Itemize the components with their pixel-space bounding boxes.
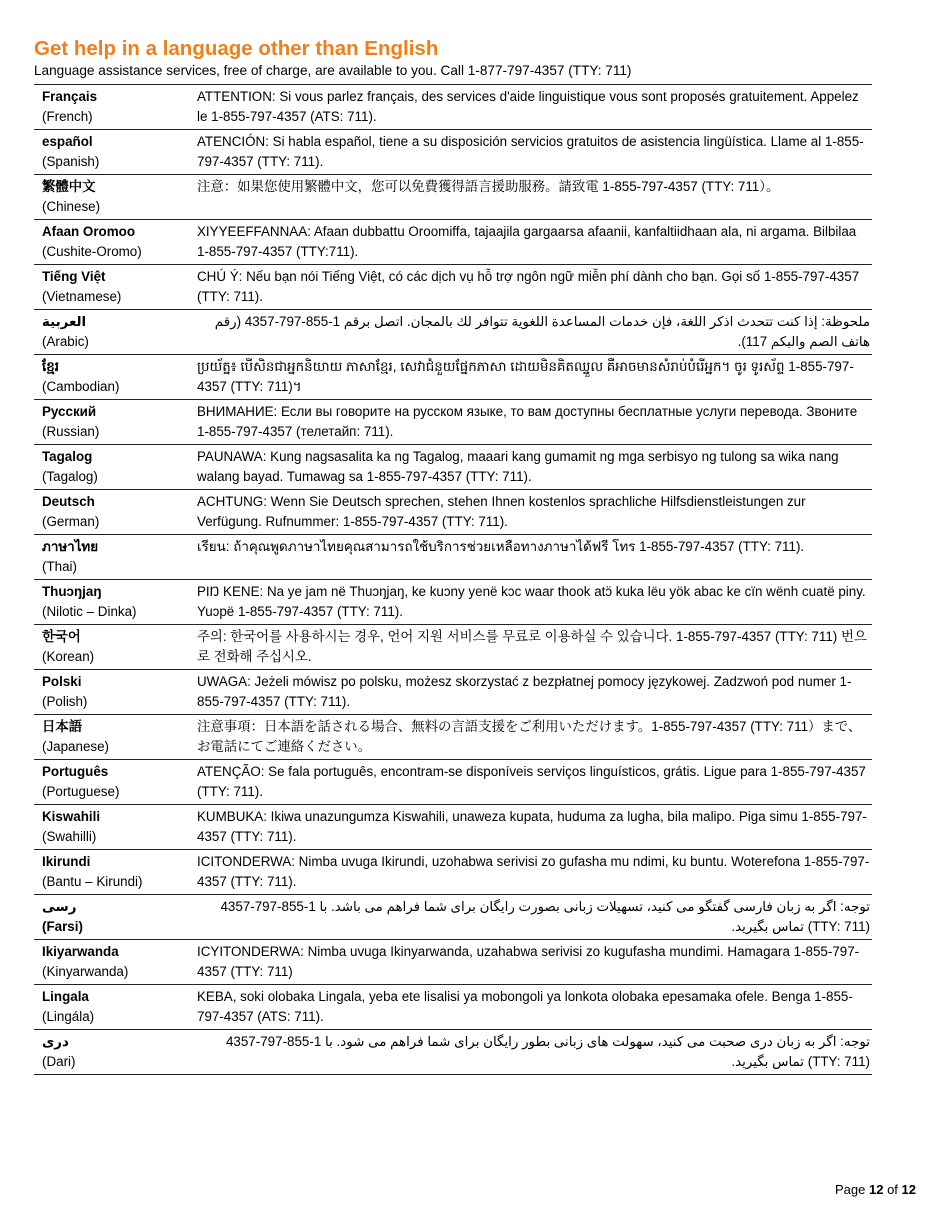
language-notice: توجه: اگر به زبان دری صحبت می کنید، سهولت های زبانی بطور رایگان برای شما فراهم می شود. با 1-855-797-4357 (TTY: 711) تماس بگیرید. bbox=[189, 1030, 872, 1075]
language-name: Tagalog bbox=[42, 449, 93, 464]
language-name: دری bbox=[42, 1034, 69, 1049]
language-notice: ប្រយ័ត្ន៖ បើសិនជាអ្នកនិយាយ ភាសាខ្មែរ, សេវាជំនួយផ្នែកភាសា ដោយមិនគិតឈ្នួល គឺអាចមានសំរាប់បំរើអ្នក។ ចូរ ទូរស័ព្ទ 1-855-797-4357 (TTY: 711)។ bbox=[189, 355, 872, 400]
language-english-name: (Arabic) bbox=[42, 334, 89, 349]
of-word: of bbox=[887, 1182, 898, 1197]
language-name: español bbox=[42, 134, 93, 149]
language-notice: ВНИМАНИЕ: Если вы говорите на русском языке, то вам доступны бесплатные услуги перевода. Звоните 1-855-797-4357 (телетайп: 711). bbox=[189, 400, 872, 445]
language-english-name: (Portuguese) bbox=[42, 784, 120, 799]
language-row bbox=[34, 670, 872, 715]
language-row bbox=[34, 1030, 872, 1075]
language-notice: KEBA, soki olobaka Lingala, yeba ete lisalisi ya mobongoli ya lonkota olobaka epesamaka ofele. Benga 1-855-797-4357 (ATS: 711). bbox=[189, 985, 872, 1030]
language-row bbox=[34, 220, 872, 265]
language-english-name: (Lingála) bbox=[42, 1009, 95, 1024]
language-name: 日本語 bbox=[42, 719, 83, 734]
language-row bbox=[34, 805, 872, 850]
language-row bbox=[34, 760, 872, 805]
language-name: Tiếng Việt bbox=[42, 269, 106, 284]
language-english-name: (Dari) bbox=[42, 1054, 76, 1069]
language-name: Thuɔŋjaŋ bbox=[42, 584, 102, 599]
language-name-cell bbox=[34, 715, 189, 760]
language-notice: PAUNAWA: Kung nagsasalita ka ng Tagalog, maaari kang gumamit ng mga serbisyo ng tulong sa wika nang walang bayad. Tumawag sa 1-855-797-4357 (TTY: 711). bbox=[189, 445, 872, 490]
language-name-cell bbox=[34, 850, 189, 895]
language-table bbox=[34, 84, 872, 1075]
language-english-name: (Korean) bbox=[42, 649, 95, 664]
language-name: رسی bbox=[42, 899, 77, 914]
language-notice: ATENÇÃO: Se fala português, encontram-se disponíveis serviços linguísticos, grátis. Ligue para 1-855-797-4357 (TTY: 711). bbox=[189, 760, 872, 805]
language-english-name: (Farsi) bbox=[42, 919, 83, 934]
page-title: Get help in a language other than English bbox=[34, 37, 439, 60]
language-english-name: (Polish) bbox=[42, 694, 88, 709]
language-name-cell bbox=[34, 220, 189, 265]
language-name-cell bbox=[34, 805, 189, 850]
language-english-name: (Cambodian) bbox=[42, 379, 120, 394]
language-name-cell bbox=[34, 580, 189, 625]
language-row bbox=[34, 580, 872, 625]
language-english-name: (Russian) bbox=[42, 424, 100, 439]
language-name-cell bbox=[34, 265, 189, 310]
language-row bbox=[34, 265, 872, 310]
language-row bbox=[34, 715, 872, 760]
language-notice: ACHTUNG: Wenn Sie Deutsch sprechen, stehen Ihnen kostenlos sprachliche Hilfsdienstleistungen zur Verfügung. Rufnummer: 1-855-797-4357 (TTY: 711). bbox=[189, 490, 872, 535]
language-notice: XIYYEEFFANNAA: Afaan dubbattu Oroomiffa, tajaajila gargaarsa afaanii, kanfaltiidhaan ala, ni argama. Bilbilaa 1-855-797-4357 (TTY:711). bbox=[189, 220, 872, 265]
page-content bbox=[34, 36, 872, 1075]
language-english-name: (Nilotic – Dinka) bbox=[42, 604, 137, 619]
language-row bbox=[34, 895, 872, 940]
language-row bbox=[34, 85, 872, 130]
language-name: Afaan Oromoo bbox=[42, 224, 135, 239]
language-notice: ICYITONDERWA: Nimba uvuga Ikinyarwanda, uzahabwa serivisi zo kugufasha mundimi. Hamagara 1-855-797-4357 (TTY: 711) bbox=[189, 940, 872, 985]
page-word: Page bbox=[834, 1182, 866, 1197]
language-english-name: (Kinyarwanda) bbox=[42, 964, 129, 979]
language-notice: ICITONDERWA: Nimba uvuga Ikirundi, uzohabwa serivisi zo gufasha mu ndimi, ku buntu. Woterefona 1-855-797-4357 (TTY: 711). bbox=[189, 850, 872, 895]
language-english-name: (German) bbox=[42, 514, 100, 529]
language-english-name: (Spanish) bbox=[42, 154, 100, 169]
language-name: ខ្មែរ bbox=[42, 359, 59, 374]
language-english-name: (Japanese) bbox=[42, 739, 109, 754]
language-name-cell bbox=[34, 670, 189, 715]
language-notice: ATTENTION: Si vous parlez français, des services d'aide linguistique vous sont proposés gratuitement. Appelez le 1-855-797-4357 (ATS: 711). bbox=[189, 85, 872, 130]
language-english-name: (Bantu – Kirundi) bbox=[42, 874, 143, 889]
language-notice: เรียน: ถ้าคุณพูดภาษาไทยคุณสามารถใช้บริการช่วยเหลือทางภาษาได้ฟรี โทร 1-855-797-4357 (TTY: 711). bbox=[189, 535, 872, 580]
language-name-cell bbox=[34, 535, 189, 580]
language-notice: ملحوظة: إذا كنت تتحدث اذكر اللغة، فإن خدمات المساعدة اللغوية تتوافر لك بالمجان. اتصل برقم 1-855-797-4357 (رقم هاتف الصم والبكم 117). bbox=[189, 310, 872, 355]
language-english-name: (Thai) bbox=[42, 559, 77, 574]
language-row bbox=[34, 175, 872, 220]
language-row bbox=[34, 490, 872, 535]
language-english-name: (Cushite-Oromo) bbox=[42, 244, 142, 259]
language-notice: CHÚ Ý: Nếu bạn nói Tiếng Việt, có các dịch vụ hỗ trợ ngôn ngữ miễn phí dành cho bạn. Gọi số 1-855-797-4357 (TTY: 711). bbox=[189, 265, 872, 310]
language-name: Deutsch bbox=[42, 494, 95, 509]
language-name: Português bbox=[42, 764, 109, 779]
language-notice: 注意：如果您使用繁體中文，您可以免費獲得語言援助服務。請致電 1-855-797-4357 (TTY: 711）。 bbox=[189, 175, 872, 220]
language-notice: 주의: 한국어를 사용하시는 경우, 언어 지원 서비스를 무료로 이용하실 수 있습니다. 1-855-797-4357 (TTY: 711) 번으로 전화해 주십시오. bbox=[189, 625, 872, 670]
language-name-cell bbox=[34, 310, 189, 355]
language-name: Lingala bbox=[42, 989, 89, 1004]
language-row bbox=[34, 355, 872, 400]
language-notice: UWAGA: Jeżeli mówisz po polsku, możesz skorzystać z bezpłatnej pomocy językowej. Zadzwoń pod numer 1-855-797-4357 (TTY: 711). bbox=[189, 670, 872, 715]
language-table-body bbox=[34, 85, 872, 1075]
language-notice: PIŊ KENE: Na ye jam në Thuɔŋjaŋ, ke kuɔny yenë kɔc waar thook atɔ̈ kuka lëu yök abac ke cïn wënh cuatë piny. Yuɔpë 1-855-797-4357 (TTY: 711). bbox=[189, 580, 872, 625]
language-name-cell bbox=[34, 625, 189, 670]
language-name-cell bbox=[34, 895, 189, 940]
language-name: العربية bbox=[42, 314, 87, 329]
language-name-cell bbox=[34, 940, 189, 985]
page-current: 12 bbox=[868, 1182, 884, 1197]
language-name-cell bbox=[34, 130, 189, 175]
language-english-name: (Tagalog) bbox=[42, 469, 98, 484]
language-name-cell bbox=[34, 760, 189, 805]
language-english-name: (Vietnamese) bbox=[42, 289, 122, 304]
language-name: Ikiyarwanda bbox=[42, 944, 119, 959]
language-name-cell bbox=[34, 355, 189, 400]
language-name-cell bbox=[34, 85, 189, 130]
language-name: Ikirundi bbox=[42, 854, 91, 869]
language-notice: 注意事項：日本語を話される場合、無料の言語支援をご利用いただけます。1-855-797-4357 (TTY: 711）まで、お電話にてご連絡ください。 bbox=[189, 715, 872, 760]
page-number bbox=[835, 1182, 916, 1197]
language-name-cell bbox=[34, 985, 189, 1030]
language-name: 한국어 bbox=[42, 629, 81, 644]
language-row bbox=[34, 130, 872, 175]
language-english-name: (Chinese) bbox=[42, 199, 101, 214]
language-name: Français bbox=[42, 89, 98, 104]
language-row bbox=[34, 400, 872, 445]
language-name: Polski bbox=[42, 674, 82, 689]
language-english-name: (Swahilli) bbox=[42, 829, 97, 844]
page-subtitle: Language assistance services, free of charge, are available to you. Call 1-877-797-4357 (TTY: 711) bbox=[34, 63, 632, 78]
language-row bbox=[34, 310, 872, 355]
language-row bbox=[34, 445, 872, 490]
language-name: ภาษาไทย bbox=[42, 539, 99, 554]
language-name-cell bbox=[34, 1030, 189, 1075]
language-notice: ATENCIÓN: Si habla español, tiene a su disposición servicios gratuitos de asistencia lingüística. Llame al 1-855-797-4357 (TTY: 711). bbox=[189, 130, 872, 175]
language-name-cell bbox=[34, 490, 189, 535]
language-row bbox=[34, 940, 872, 985]
language-notice: توجه: اگر به زبان فارسی گفتگو می کنید، تسهیلات زبانی بصورت رایگان برای شما فراهم می باشد. با 1-855-797-4357 (TTY: 711) تماس بگیرید. bbox=[189, 895, 872, 940]
language-name-cell bbox=[34, 175, 189, 220]
language-english-name: (French) bbox=[42, 109, 93, 124]
language-name: Kiswahili bbox=[42, 809, 101, 824]
language-notice: KUMBUKA: Ikiwa unazungumza Kiswahili, unaweza kupata, huduma za lugha, bila malipo. Piga simu 1-855-797-4357 (TTY: 711). bbox=[189, 805, 872, 850]
language-name: Русский bbox=[42, 404, 97, 419]
language-name: 繁體中文 bbox=[42, 179, 96, 194]
language-row bbox=[34, 535, 872, 580]
page-total: 12 bbox=[901, 1182, 916, 1197]
language-name-cell bbox=[34, 445, 189, 490]
language-row bbox=[34, 625, 872, 670]
language-row bbox=[34, 850, 872, 895]
language-name-cell bbox=[34, 400, 189, 445]
language-row bbox=[34, 985, 872, 1030]
